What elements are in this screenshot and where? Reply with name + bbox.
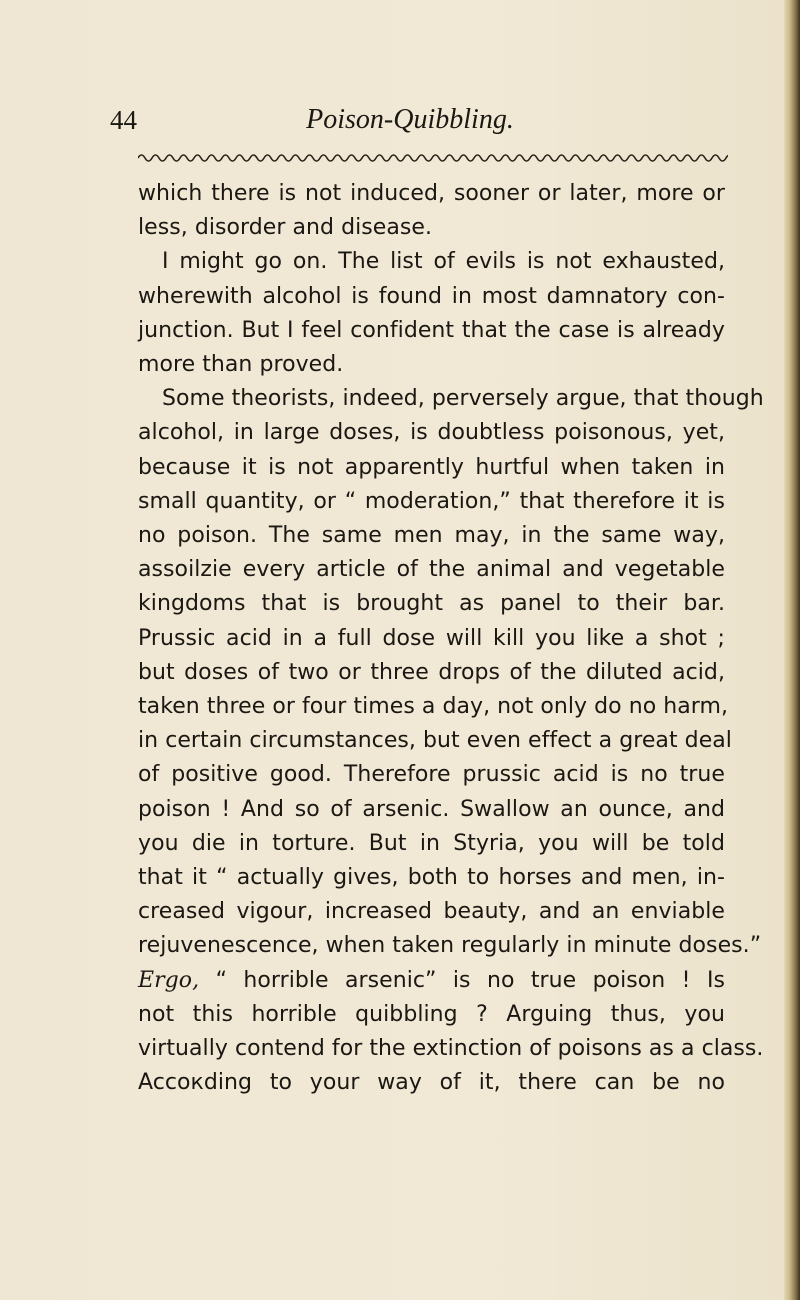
page-number: 44 [110, 105, 137, 135]
text-line: in certain circumstances, but even effect a great deal [138, 728, 732, 754]
wavy-rule-ornament [138, 147, 728, 169]
text-line: that it “ actually gives, both to horses and men, in- [138, 865, 725, 891]
text-line: I might go on. The list of evils is not exhausted, [162, 249, 725, 275]
text-line: less, disorder and disease. [138, 215, 433, 241]
paragraph-2 [138, 245, 725, 382]
ergo-italic: Ergo, [138, 967, 200, 993]
paragraph-1 [138, 177, 725, 245]
text-line: alcohol, in large doses, is doubtless poisonous, yet, [138, 420, 725, 446]
text-line: wherewith alcohol is found in most damnatory con- [138, 283, 725, 309]
text-line: not this horrible quibbling ? Arguing thus, you [138, 1001, 725, 1027]
text-line: creased vigour, increased beauty, and an enviable [138, 899, 725, 925]
page-edge [784, 0, 800, 1300]
text-line: kingdoms that is brought as panel to their bar. [138, 591, 725, 617]
text-line: which there is not induced, sooner or later, more or [138, 181, 725, 206]
text-line: of positive good. Therefore prussic acid is no true [138, 762, 725, 788]
text-line: no poison. The same men may, in the same way, [138, 523, 725, 549]
text-line: more than proved. [138, 352, 344, 378]
body-text [138, 177, 764, 1100]
text-line: taken three or four times a day, not only do no harm, [138, 694, 729, 720]
text-line: but doses of two or three drops of the diluted acid, [138, 659, 725, 685]
ergo-rest: “ horrible arsenic” is no true poison ! Is [215, 967, 725, 993]
text-line-ergo [138, 964, 725, 998]
text-line: small quantity, or “ moderation,” that therefore it is [138, 488, 725, 514]
text-line: Some theorists, indeed, perversely argue, that though [162, 386, 764, 412]
text-line: virtually contend for the extinction of poisons as a class. [138, 1036, 764, 1062]
text-line: junction. But I feel confident that the case is already [138, 317, 725, 343]
text-line: assoilzie every article of the animal and vegetable [138, 557, 725, 583]
text-line: Prussic acid in a full dose will kill you like a shot ; [138, 625, 725, 651]
text-line: Accoкding to your way of it, there can be no [138, 1070, 725, 1096]
text-line: rejuvenescence, when taken regularly in minute doses.” [138, 933, 762, 959]
running-title: Poison-Quibbling. [306, 104, 514, 135]
page-header [0, 98, 780, 142]
text-line: you die in torture. But in Styria, you will be told [138, 830, 725, 856]
text-line: because it is not apparently hurtful when taken in [138, 454, 725, 480]
text-line: poison ! And so of arsenic. Swallow an ounce, and [138, 796, 725, 822]
paragraph-3 [138, 382, 764, 1100]
